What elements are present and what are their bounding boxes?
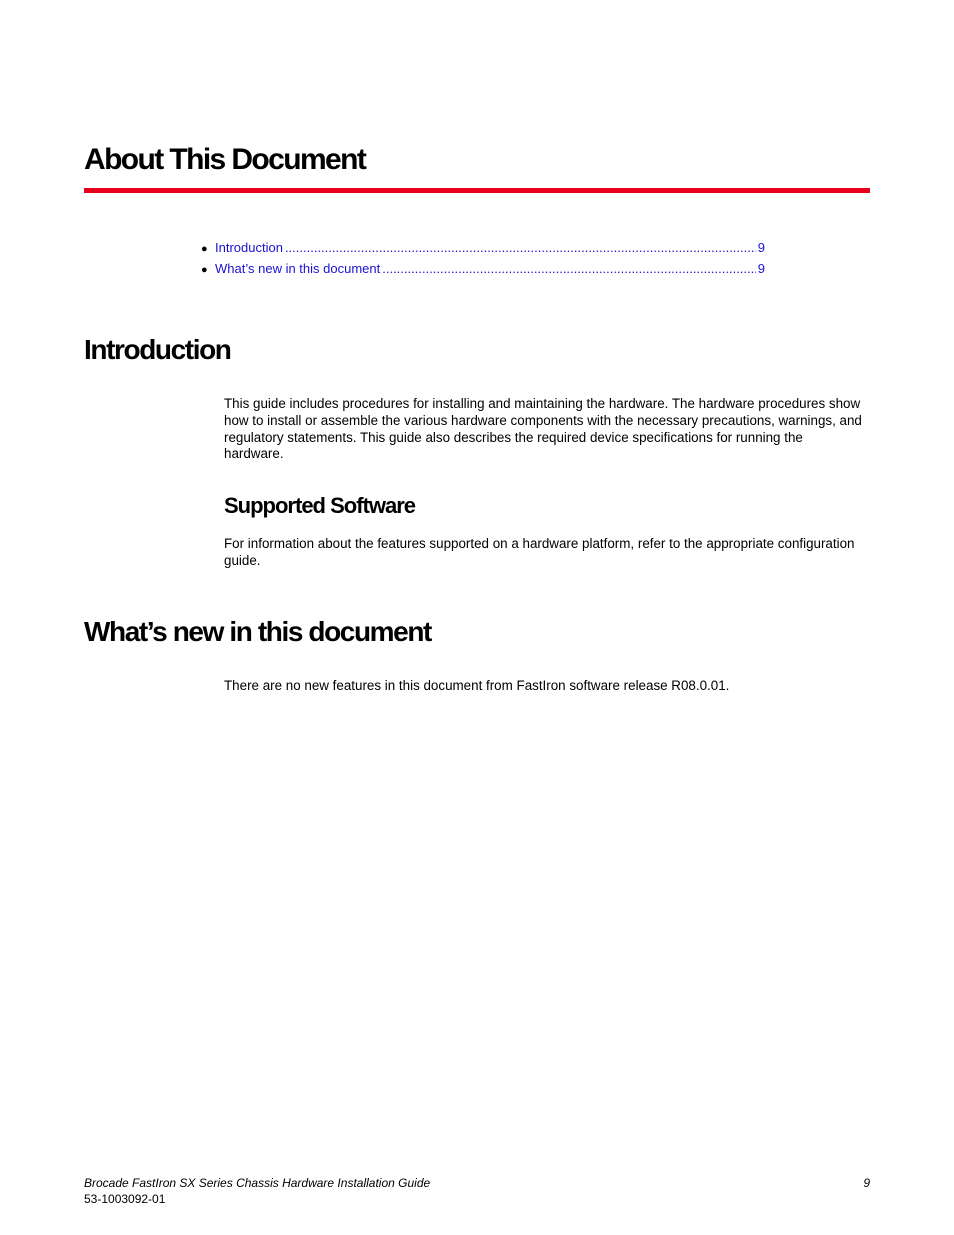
- bullet-icon: ●: [201, 243, 208, 255]
- footer-doc-title: Brocade FastIron SX Series Chassis Hardware Installation Guide: [84, 1176, 431, 1190]
- introduction-heading: Introduction: [84, 334, 231, 365]
- footer-doc-number: 53-1003092-01: [84, 1192, 166, 1206]
- mini-toc: [201, 240, 765, 282]
- supported-software-body: For information about the features supported on a hardware platform, refer to the appropriate configuration guide.: [224, 536, 855, 568]
- whats-new-body: There are no new features in this document from FastIron software release R08.0.01.: [224, 678, 730, 693]
- chapter-title: About This Document: [84, 143, 366, 176]
- whats-new-heading: What’s new in this document: [84, 616, 431, 647]
- chapter-title-rule: [84, 188, 870, 193]
- toc-item-page[interactable]: 9: [757, 261, 765, 276]
- toc-item-label[interactable]: Introduction: [215, 240, 283, 255]
- toc-item-label[interactable]: What’s new in this document: [215, 261, 381, 276]
- toc-leader-dots: [382, 261, 756, 276]
- toc-item-page[interactable]: 9: [757, 240, 765, 255]
- page-footer: [84, 1175, 430, 1207]
- toc-item-whats-new[interactable]: [201, 261, 765, 282]
- toc-item-introduction[interactable]: [201, 240, 765, 261]
- bullet-icon: ●: [201, 264, 208, 276]
- footer-page-number: 9: [863, 1176, 870, 1190]
- introduction-body: This guide includes procedures for installing and maintaining the hardware. The hardware procedures show how to install or assemble the various hardware components with the necessary precautions, warnings, and regulatory statements. This guide also describes the required device specifications for running the hardware.: [224, 396, 862, 462]
- toc-leader-dots: [285, 240, 756, 255]
- supported-software-heading: Supported Software: [224, 493, 416, 518]
